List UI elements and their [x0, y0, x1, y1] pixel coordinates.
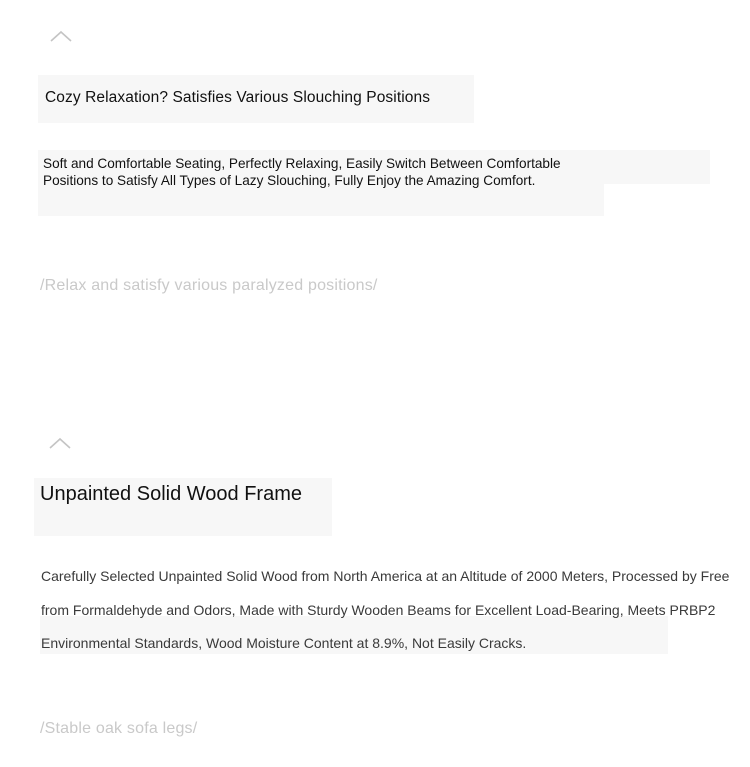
- section-description: Soft and Comfortable Seating, Perfectly Relaxing, Easily Switch Between Comfortable Positions to Satisfy All Types of Lazy Slouching, Fully Enjoy the Amazing Comfort.: [43, 156, 561, 188]
- chevron-up-icon: [49, 29, 73, 43]
- section-title: Cozy Relaxation? Satisfies Various Slouching Positions: [45, 89, 431, 106]
- section-tagline: /Stable oak sofa legs/: [40, 720, 198, 737]
- section-tagline: /Relax and satisfy various paralyzed positions/: [40, 277, 378, 294]
- section-description: Carefully Selected Unpainted Solid Wood from North America at an Altitude of 2000 Meters, Processed by Free from Formaldehyde and Odors, Made with Sturdy Wooden Beams for Excellent Load-Bearing, Meets PRBP2 Environmental Standards, Wood Moisture Content at 8.9%, Not Easily Cracks.: [41, 568, 730, 651]
- chevron-up-icon: [48, 436, 72, 450]
- section-title: Unpainted Solid Wood Frame: [40, 483, 302, 505]
